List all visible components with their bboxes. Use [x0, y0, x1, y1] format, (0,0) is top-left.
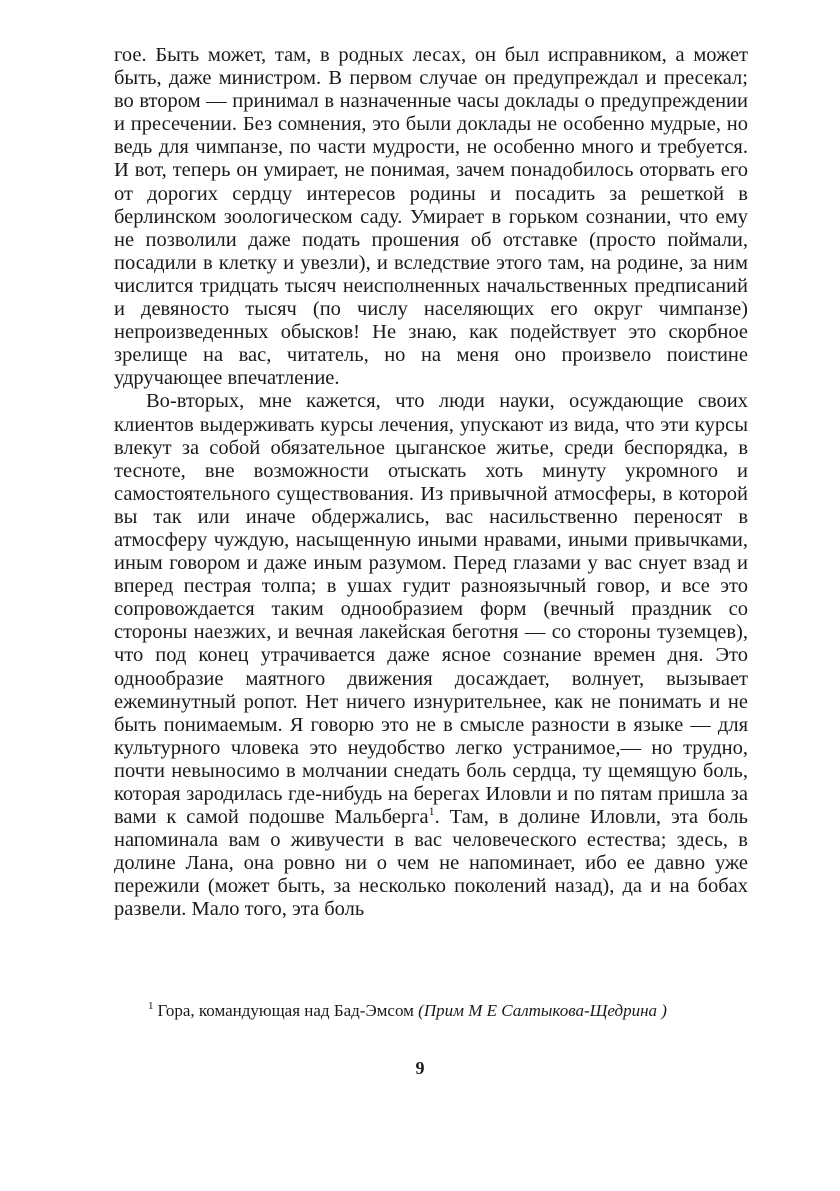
footnote-mark: 1: [148, 1000, 154, 1013]
footnote-attribution: (Прим М Е Салтыкова-Щедрина ): [418, 1001, 667, 1020]
page-number: 9: [415, 1058, 425, 1078]
paragraph-2: [114, 390, 748, 921]
footnote-reference[interactable]: 1: [428, 804, 435, 819]
paragraph-1: гое. Быть может, там, в родных лесах, он был исправником, а может быть, даже министром. В первом случае он предупреждал и пресекал; во втором — принимал в назначенные часы доклады о предупреждении и пресечении. Без сомнения, это были доклады не особенно мудрые, но ведь для чимпанзе, по части мудрости, не особенно много и требуется. И вот, теперь он умирает, не понимая, зачем понадобилось оторвать его от дорогих сердцу интересов родины и посадить за решеткой в берлинском зоологическом саду. Умирает в горьком сознании, что ему не позволили даже подать прошения об отставке (просто поймали, посадили в клетку и увезли), и вследствие этого там, на родине, за ним числится тридцать тысяч неисполненных начальственных предписаний и девяносто тысяч (по числу населяющих его округ чимпанзе) непроизведенных обысков! Не знаю, как подействует это скорбное зрелище на вас, читатель, но на меня оно произвело поистине удручающее впечатление.: [114, 44, 748, 390]
paragraph-2-text-start: Во-вторых, мне кажется, что люди науки, осуждающие своих клиентов выдерживать курсы лечения, упускают из вида, что эти курсы влекут за собой обязательное цыганское житье, среди беспорядка, в тесноте, вне возможности отыскать хоть минуту укромного и самостоятельного существования. Из привычной атмосферы, в которой вы так или иначе обдержались, вас насильственно переносят в атмосферу чуждую, насыщенную иными нравами, иными привычками, иным говором и даже иным разумом. Перед глазами у вас снует взад и вперед пестрая толпа; в ушах гудит разноязычный говор, и все это сопровождается таким однообразием форм (вечный праздник со стороны наезжих, и вечная лакейская беготня — со стороны туземцев), что под конец утрачивается даже ясное сознание времен дня. Это однообразие маятного движения досаждает, волнует, вызывает ежеминутный ропот. Нет ничего изнурительнее, как не понимать и не быть понимаемым. Я говорю это не в смысле разности в языке — для культурного чловека это неудобство легко устранимое,— но трудно, почти невыносимо в молчании снедать боль сердца, ту щемящую боль, которая зародилась где-нибудь на берегах Иловли и по пятам пришла за вами к самой подошве Мальберга: [114, 390, 748, 829]
footnote: [114, 1000, 748, 1022]
footnote-text: Гора, командующая над Бад-Эмсом: [157, 1001, 419, 1020]
paragraph-2-text-end: . Там, в долине Иловли, эта боль напоминала вам о живучести в вас человеческого естества; здесь, в долине Лана, она ровно ни о чем не напоминает, ибо ее давно уже пережили (может быть, за несколько поколений назад), да и на бобах развели. Мало того, эта боль: [114, 806, 748, 921]
page-text-block: [114, 44, 748, 922]
